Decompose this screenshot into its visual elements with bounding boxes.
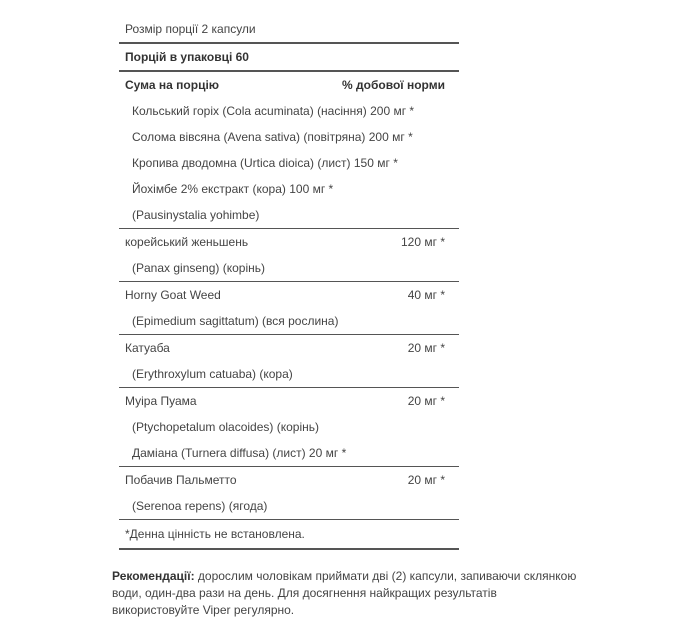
ingredient-group: [119, 388, 459, 466]
serving-size: Розмір порції 2 капсули: [125, 22, 256, 36]
ingredient-row: [119, 176, 459, 202]
ingredient-name: (Panax ginseng) (корінь): [132, 261, 265, 275]
supplement-facts-panel: [119, 16, 459, 550]
ingredient-amount: 20 мг *: [407, 473, 445, 487]
ingredient-row: [119, 388, 459, 414]
ingredient-amount: 20 мг *: [407, 341, 445, 355]
ingredient-group: [119, 98, 459, 228]
footnote: *Денна цінність не встановлена.: [125, 527, 305, 541]
ingredient-row: [119, 467, 459, 493]
ingredient-group: [119, 282, 459, 334]
ingredient-name: (Ptychopetalum olacoides) (корінь): [132, 420, 320, 434]
recommendation-label: Рекомендації:: [112, 569, 195, 583]
ingredient-name: Даміана (Turnera diffusa) (лист) 20 мг *: [132, 446, 347, 460]
table-header: [119, 72, 459, 98]
ingredient-row: [119, 150, 459, 176]
ingredient-row: [119, 124, 459, 150]
ingredient-name: Horny Goat Weed: [125, 288, 221, 302]
ingredient-row: [119, 98, 459, 124]
ingredient-row: [119, 282, 459, 308]
ingredient-name: Муіра Пуама: [125, 394, 197, 408]
ingredient-amount: 120 мг *: [401, 235, 445, 249]
ingredient-row: [119, 255, 459, 281]
ingredient-row: [119, 361, 459, 387]
ingredient-row: [119, 414, 459, 440]
servings-per-container: Порцій в упаковці 60: [125, 50, 249, 64]
ingredient-row: [119, 440, 459, 466]
ingredient-groups: [119, 98, 459, 519]
ingredient-name: Кольський горіх (Cola acuminata) (насіння) 200 мг *: [132, 104, 415, 118]
ingredient-name: (Erythroxylum catuaba) (кора): [132, 367, 293, 381]
ingredient-name: (Pausinystalia yohimbe): [132, 208, 260, 222]
ingredient-name: (Serenoa repens) (ягода): [132, 499, 268, 513]
ingredient-row: [119, 202, 459, 228]
ingredient-name: (Epimedium sagittatum) (вся рослина): [132, 314, 339, 328]
ingredient-row: [119, 335, 459, 361]
ingredient-name: Катуаба: [125, 341, 170, 355]
ingredient-group: [119, 467, 459, 519]
amount-per-serving-label: Сума на порцію: [125, 78, 220, 92]
ingredient-name: Кропива дводомна (Urtica dioica) (лист) 150 мг *: [132, 156, 398, 170]
ingredient-row: [119, 308, 459, 334]
divider: [119, 548, 459, 550]
ingredient-group: [119, 335, 459, 387]
ingredient-row: [119, 229, 459, 255]
recommendation-text: дорослим чоловікам приймати дві (2) капсули, запиваючи склянкою води, один-два рази на день. Для досягнення найкращих результатів використовуйте Viper регулярно.: [112, 569, 577, 617]
ingredient-amount: 40 мг *: [407, 288, 445, 302]
ingredient-row: [119, 493, 459, 519]
ingredient-amount: 20 мг *: [407, 394, 445, 408]
ingredient-name: Солома вівсяна (Avena sativa) (повітряна) 200 мг *: [132, 130, 413, 144]
ingredient-group: [119, 229, 459, 281]
ingredient-name: корейський женьшень: [125, 235, 249, 249]
daily-value-label: % добової норми: [342, 78, 445, 92]
ingredient-name: Йохімбе 2% екстракт (кора) 100 мг *: [132, 182, 334, 196]
recommendation: [112, 568, 582, 619]
ingredient-name: Побачив Пальметто: [125, 473, 237, 487]
